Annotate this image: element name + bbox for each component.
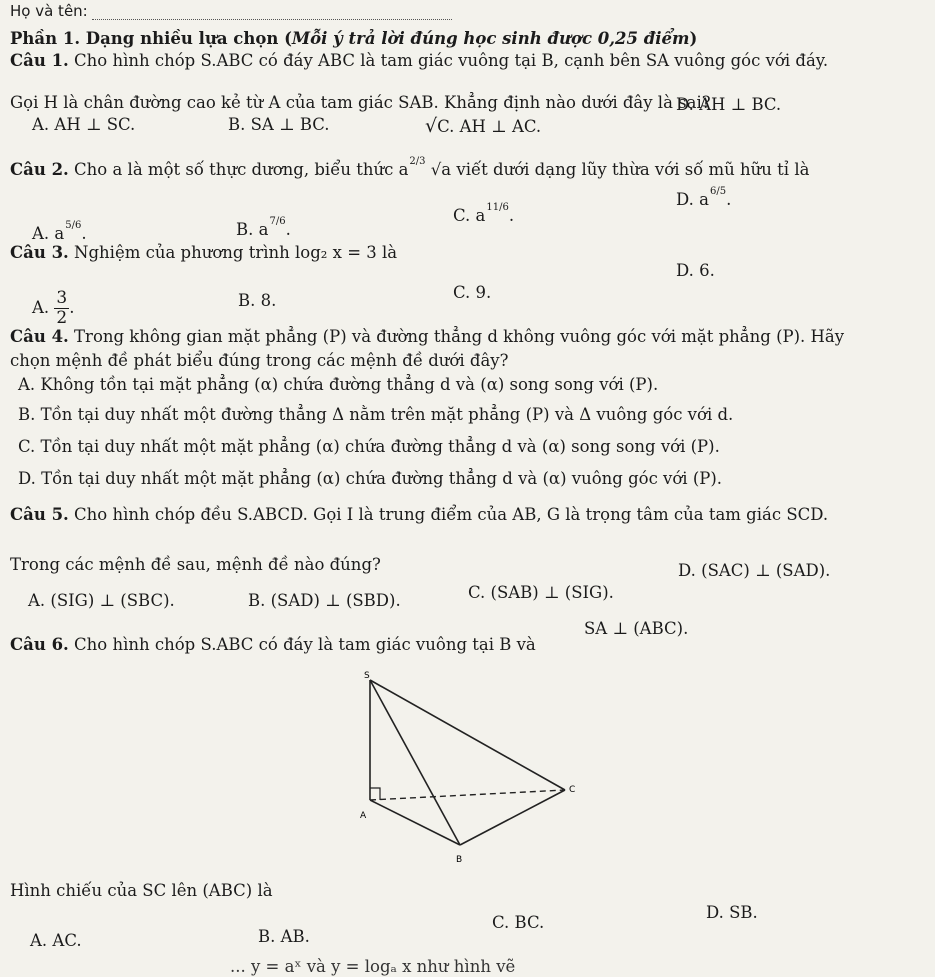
q5-option-d: D. (SAC) ⊥ (SAD). bbox=[678, 561, 831, 580]
q2-option-a: A. $a^{5/6}$. bbox=[32, 220, 87, 243]
q2-b-den: 6 bbox=[279, 216, 286, 227]
q2-line bbox=[10, 156, 809, 180]
q4-option-d: D. Tồn tại duy nhất một mặt phẳng (α) chứa đường thẳng d và (α) vuông góc với (P). bbox=[18, 469, 723, 488]
q4-label: Câu 4. bbox=[10, 327, 69, 346]
q6-option-c: C. BC. bbox=[492, 913, 545, 932]
q3-a-num: 3 bbox=[56, 288, 68, 308]
q2-exponent: 2/3 bbox=[409, 156, 426, 167]
part1-title-end: ) bbox=[689, 29, 698, 48]
q5-option-b: B. (SAD) ⊥ (SBD). bbox=[248, 591, 401, 610]
q5-line1 bbox=[10, 506, 828, 525]
q3-option-b: B. 8. bbox=[238, 291, 277, 310]
q4-text1: Trong không gian mặt phẳng (P) và đường thẳng d không vuông góc với mặt phẳng (P). Hãy bbox=[74, 327, 845, 346]
part1-title bbox=[10, 30, 697, 49]
q2-text-before: Cho a là một số thực dương, biểu thức a bbox=[74, 160, 409, 179]
q2-d-prefix: D. a bbox=[676, 190, 709, 209]
edge-AB bbox=[370, 800, 460, 845]
q2-c-den: 6 bbox=[502, 202, 509, 213]
vertex-label-s: S bbox=[364, 671, 370, 681]
q5-line2: Trong các mệnh đề sau, mệnh đề nào đúng? bbox=[10, 555, 381, 574]
q6-option-d: D. SB. bbox=[706, 903, 758, 922]
q4-line2: chọn mệnh đề phát biểu đúng trong các mệnh đề dưới đây? bbox=[10, 351, 509, 370]
q2-option-d: D. $a^{6/5}$. bbox=[676, 186, 732, 209]
q3-option-c: C. 9. bbox=[453, 283, 492, 302]
cut-off-next-line: ... y = aˣ và y = logₐ x như hình vẽ bbox=[230, 957, 516, 976]
q3-a-fraction bbox=[54, 290, 69, 327]
part1-title-text: Phần 1. Dạng nhiều lựa chọn ( bbox=[10, 29, 292, 48]
q6-line2: Hình chiếu của SC lên (ABC) là bbox=[10, 881, 273, 900]
vertex-label-c: C bbox=[569, 785, 576, 795]
q6-condition: SA ⊥ (ABC). bbox=[584, 619, 689, 638]
right-angle-mark bbox=[370, 788, 380, 800]
pyramid-figure bbox=[340, 670, 600, 870]
edge-BC bbox=[460, 790, 565, 845]
q1-line2: Gọi H là chân đường cao kẻ từ A của tam giác SAB. Khẳng định nào dưới đây là sai? bbox=[10, 93, 711, 112]
q3-option-a: A. $\frac{3}{2}$ . bbox=[32, 288, 75, 328]
q5-label: Câu 5. bbox=[10, 505, 69, 524]
q6-label: Câu 6. bbox=[10, 635, 69, 654]
q2-b-num: 7 bbox=[269, 216, 276, 227]
q5-option-a: A. (SIG) ⊥ (SBC). bbox=[28, 591, 175, 610]
q2-d-num: 6 bbox=[709, 186, 717, 197]
q2-exp-den: 3 bbox=[419, 156, 426, 167]
q6-option-b: B. AB. bbox=[258, 927, 310, 946]
q2-b-prefix: B. a bbox=[236, 220, 269, 239]
q3-a-prefix: A. bbox=[32, 298, 50, 317]
q3-label: Câu 3. bbox=[10, 243, 69, 262]
part1-note: Mỗi ý trả lời đúng học sinh được 0,25 điểm bbox=[291, 29, 690, 48]
q1-text1: Cho hình chóp S.ABC có đáy ABC là tam giác vuông tại B, cạnh bên SA vuông góc với đáy. bbox=[74, 51, 829, 70]
name-field bbox=[10, 3, 452, 20]
q4-option-b: B. Tồn tại duy nhất một đường thẳng Δ nằm trên mặt phẳng (P) và Δ vuông góc với d. bbox=[18, 405, 734, 424]
name-dotted-line bbox=[92, 19, 452, 20]
q5-option-c: C. (SAB) ⊥ (SIG). bbox=[468, 583, 614, 602]
q4-line1 bbox=[10, 328, 844, 347]
q2-option-b: B. $a^{7/6}$. bbox=[236, 216, 291, 239]
q2-c-num: 11 bbox=[486, 202, 500, 213]
q2-option-c: C. $a^{11/6}$. bbox=[453, 202, 515, 225]
q2-a-num: 5 bbox=[65, 220, 72, 231]
vertex-label-a: A bbox=[360, 811, 367, 821]
q1-option-d: D. AH ⊥ BC. bbox=[676, 95, 782, 114]
vertex-label-b: B bbox=[456, 855, 463, 865]
q2-exp-num: 2 bbox=[409, 156, 416, 167]
q4-option-a: A. Không tồn tại mặt phẳng (α) chứa đường thẳng d và (α) song song với (P). bbox=[18, 375, 659, 394]
name-label: Họ và tên: bbox=[10, 2, 88, 20]
q3-option-d: D. 6. bbox=[676, 261, 715, 280]
q2-a-den: 6 bbox=[75, 220, 82, 231]
q2-c-prefix: C. a bbox=[453, 206, 486, 225]
q2-text-mid: √a viết dưới dạng lũy thừa với số mũ hữu tỉ là bbox=[430, 160, 810, 179]
q6-line1 bbox=[10, 636, 536, 655]
q6-text1: Cho hình chóp S.ABC có đáy là tam giác vuông tại B và bbox=[74, 635, 536, 654]
q4-option-c: C. Tồn tại duy nhất một mặt phẳng (α) chứa đường thẳng d và (α) song song với (P). bbox=[18, 437, 720, 456]
q1-label: Câu 1. bbox=[10, 51, 69, 70]
q2-label: Câu 2. bbox=[10, 160, 69, 179]
q3-text: Nghiệm của phương trình log₂ x = 3 là bbox=[74, 243, 398, 262]
q1-option-c bbox=[425, 116, 541, 138]
check-mark: √ bbox=[425, 115, 438, 137]
q1-line1 bbox=[10, 52, 828, 71]
q3-a-den: 2 bbox=[56, 308, 68, 328]
q5-text1: Cho hình chóp đều S.ABCD. Gọi I là trung điểm của AB, G là trọng tâm của tam giác SCD. bbox=[74, 505, 829, 524]
q2-d-den: 5 bbox=[719, 186, 727, 197]
q1-option-b: B. SA ⊥ BC. bbox=[228, 115, 330, 134]
q2-a-prefix: A. a bbox=[32, 224, 65, 243]
q1-option-c-text: C. AH ⊥ AC. bbox=[437, 117, 542, 136]
q3-line bbox=[10, 244, 397, 263]
q6-option-a: A. AC. bbox=[30, 931, 82, 950]
edge-AC bbox=[370, 790, 565, 800]
q1-option-a: A. AH ⊥ SC. bbox=[32, 115, 136, 134]
